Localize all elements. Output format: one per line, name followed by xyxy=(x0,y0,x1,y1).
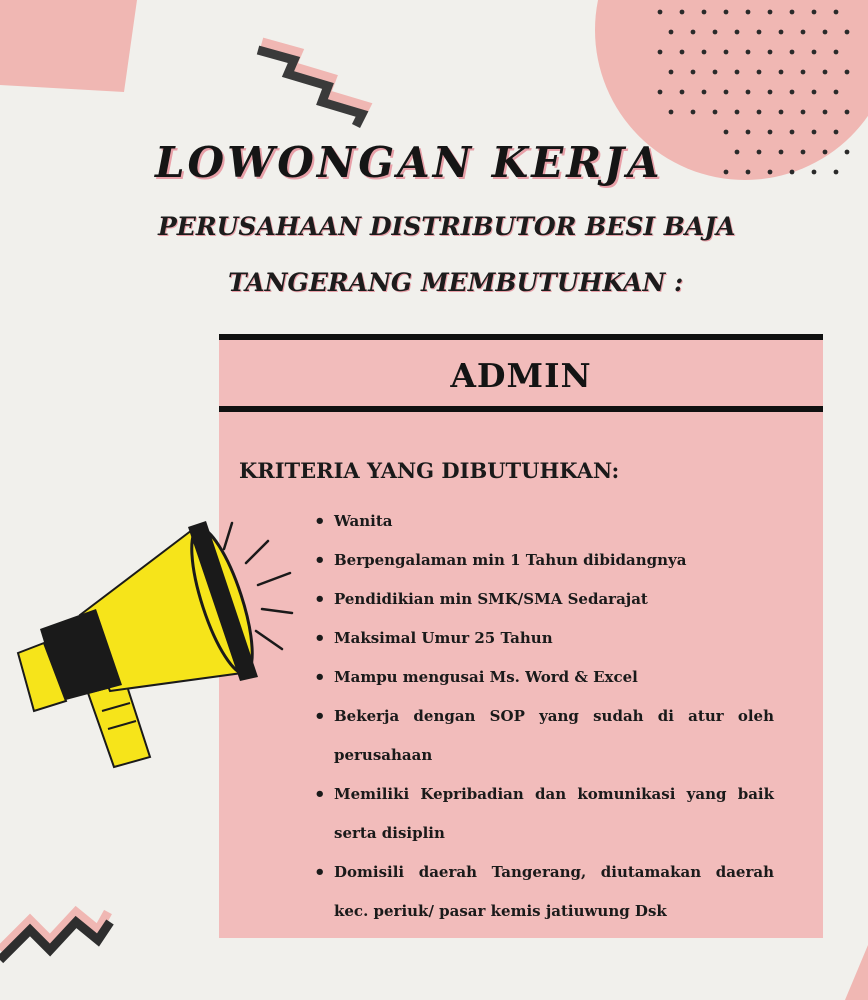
zigzag-dark-shape xyxy=(258,50,362,126)
headline-title: LOWONGAN KERJA xyxy=(155,138,663,187)
dot xyxy=(768,130,773,135)
dot xyxy=(812,130,817,135)
dot xyxy=(834,130,839,135)
dot xyxy=(845,30,850,35)
dot xyxy=(801,30,806,35)
dot xyxy=(757,30,762,35)
dot xyxy=(735,30,740,35)
dot xyxy=(735,110,740,115)
dot xyxy=(812,50,817,55)
dot xyxy=(702,90,707,95)
dot xyxy=(724,130,729,135)
dot xyxy=(680,50,685,55)
dot xyxy=(779,30,784,35)
dot xyxy=(790,170,795,175)
dot xyxy=(768,10,773,15)
dot xyxy=(779,70,784,75)
dot xyxy=(768,50,773,55)
dot xyxy=(669,30,674,35)
dot xyxy=(812,90,817,95)
dot xyxy=(702,10,707,15)
panel-top-rule xyxy=(219,334,823,340)
dot xyxy=(801,110,806,115)
dot xyxy=(801,150,806,155)
dot xyxy=(724,170,729,175)
dot xyxy=(812,170,817,175)
dot xyxy=(790,130,795,135)
dot xyxy=(779,150,784,155)
dot xyxy=(845,150,850,155)
dot xyxy=(823,110,828,115)
dot xyxy=(746,50,751,55)
criteria-heading: KRITERIA YANG DIBUTUHKAN: xyxy=(239,458,620,483)
dot xyxy=(834,50,839,55)
pink-corner-shape xyxy=(845,945,868,1000)
dot xyxy=(812,10,817,15)
criteria-item: • Berpengalaman min 1 Tahun dibidangnya xyxy=(314,541,774,580)
dot xyxy=(658,90,663,95)
dot xyxy=(680,90,685,95)
pink-rectangle-shape xyxy=(0,0,137,92)
dot xyxy=(790,90,795,95)
dot xyxy=(746,10,751,15)
dot xyxy=(713,30,718,35)
dot xyxy=(702,50,707,55)
dot xyxy=(801,70,806,75)
dot xyxy=(823,70,828,75)
dot xyxy=(834,170,839,175)
criteria-item: • Wanita xyxy=(314,502,774,541)
dot xyxy=(746,170,751,175)
criteria-item: • Maksimal Umur 25 Tahun xyxy=(314,619,774,658)
dot xyxy=(834,90,839,95)
position-title: ADMIN xyxy=(450,356,592,395)
criteria-item: • Memiliki Kepribadian dan komunikasi yang baik serta disiplin xyxy=(314,775,774,853)
dot xyxy=(658,10,663,15)
dot xyxy=(669,110,674,115)
dot xyxy=(757,110,762,115)
dot xyxy=(845,70,850,75)
dot xyxy=(790,50,795,55)
dot xyxy=(713,70,718,75)
dot xyxy=(823,30,828,35)
dot xyxy=(768,170,773,175)
panel-bottom-rule xyxy=(219,406,823,412)
dot xyxy=(746,130,751,135)
dot xyxy=(757,70,762,75)
dot xyxy=(713,110,718,115)
dot xyxy=(823,150,828,155)
dot xyxy=(757,150,762,155)
dot xyxy=(746,90,751,95)
dot xyxy=(669,70,674,75)
headline-subtitle-line2: TANGERANG MEMBUTUHKAN : xyxy=(228,268,684,297)
dot xyxy=(691,110,696,115)
dot xyxy=(724,50,729,55)
dot xyxy=(724,10,729,15)
criteria-item: • Bekerja dengan SOP yang sudah di atur oleh perusahaan xyxy=(314,697,774,775)
dot xyxy=(691,30,696,35)
criteria-item: • Pendidikian min SMK/SMA Sedarajat xyxy=(314,580,774,619)
dot xyxy=(680,10,685,15)
dot xyxy=(735,70,740,75)
criteria-item: • Domisili daerah Tangerang, diutamakan daerah kec. periuk/ pasar kemis jatiuwung Dsk xyxy=(314,853,774,931)
dot xyxy=(790,10,795,15)
headline-subtitle-line1: PERUSAHAAN DISTRIBUTOR BESI BAJA xyxy=(158,212,736,241)
dot xyxy=(735,150,740,155)
dot xyxy=(779,110,784,115)
criteria-item: • Mampu mengusai Ms. Word & Excel xyxy=(314,658,774,697)
criteria-list xyxy=(314,502,774,931)
dot xyxy=(724,90,729,95)
dot xyxy=(658,50,663,55)
dot xyxy=(845,110,850,115)
dot xyxy=(768,90,773,95)
megaphone-icon xyxy=(10,505,300,775)
dot xyxy=(834,10,839,15)
job-panel xyxy=(219,334,823,938)
dot xyxy=(691,70,696,75)
